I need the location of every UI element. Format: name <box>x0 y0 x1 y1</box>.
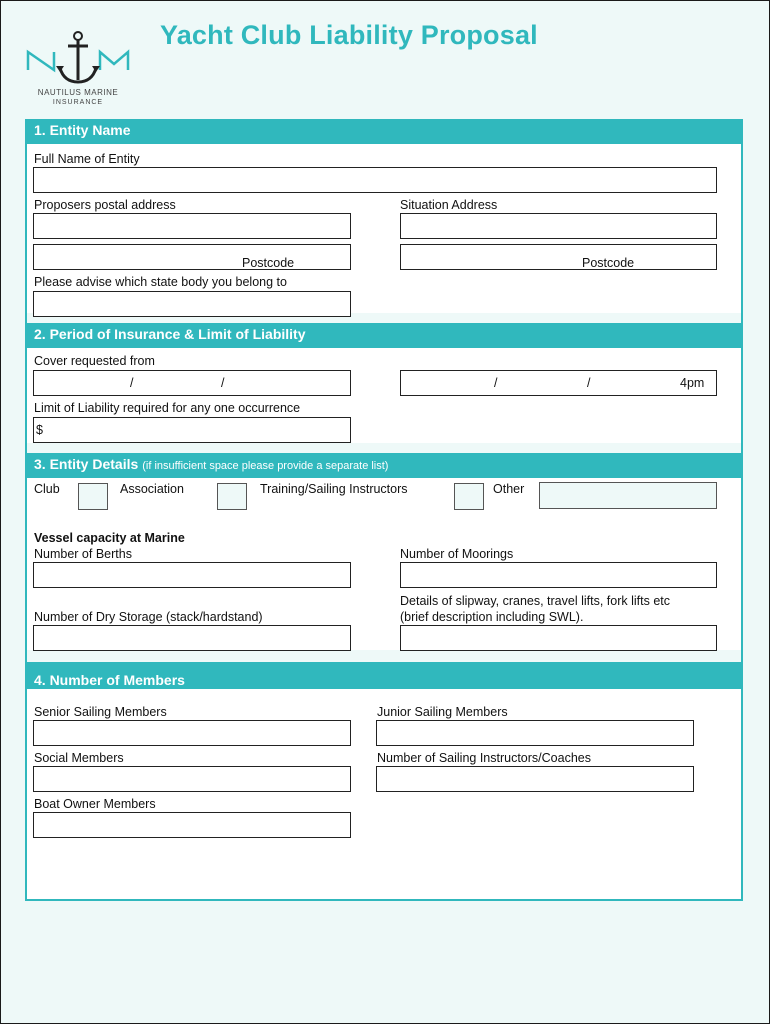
company-logo <box>24 30 132 108</box>
situation-address-label: Situation Address <box>400 198 498 212</box>
senior-members-field[interactable] <box>33 720 351 746</box>
cover-time-label: 4pm <box>680 376 705 390</box>
section-3-note: (if insufficient space please provide a separate list) <box>142 460 389 472</box>
junior-members-field[interactable] <box>376 720 694 746</box>
berths-label: Number of Berths <box>34 547 132 561</box>
full-name-field[interactable] <box>33 167 717 193</box>
cover-to-date-field[interactable] <box>400 370 717 396</box>
cover-from-date-field[interactable] <box>33 370 351 396</box>
section-3-title: 3. Entity Details <box>34 456 139 472</box>
section-2-heading <box>25 323 743 348</box>
option-association-label: Association <box>120 482 184 496</box>
section-3-heading <box>25 453 743 478</box>
social-members-field[interactable] <box>33 766 351 792</box>
cover-requested-label: Cover requested from <box>34 354 155 368</box>
senior-members-label: Senior Sailing Members <box>34 705 167 719</box>
option-other-label: Other <box>493 482 525 496</box>
association-checkbox[interactable] <box>217 483 247 510</box>
limit-of-liability-field[interactable] <box>33 417 351 443</box>
page-title: Yacht Club Liability Proposal <box>160 20 538 50</box>
date-separator: / <box>221 376 225 390</box>
section-4-heading <box>25 662 743 689</box>
berths-field[interactable] <box>33 562 351 588</box>
junior-members-label: Junior Sailing Members <box>377 705 508 719</box>
slipway-label-line1: Details of slipway, cranes, travel lifts, fork lifts etc <box>400 594 670 608</box>
other-specify-field[interactable] <box>539 482 717 509</box>
section-4-title: 4. Number of Members <box>34 672 185 688</box>
logo-text-line2: INSURANCE <box>52 99 104 106</box>
postcode-label: Postcode <box>582 256 635 270</box>
section-gap <box>27 650 741 662</box>
slipway-details-field[interactable] <box>400 625 717 651</box>
anchor-logo-icon <box>24 30 132 88</box>
date-separator: / <box>587 376 591 390</box>
date-separator: / <box>494 376 498 390</box>
state-body-label: Please advise which state body you belong to <box>34 275 287 289</box>
social-members-label: Social Members <box>34 751 124 765</box>
club-checkbox[interactable] <box>78 483 108 510</box>
limit-of-liability-label: Limit of Liability required for any one occurrence <box>34 401 301 415</box>
boat-owner-members-field[interactable] <box>33 812 351 838</box>
moorings-field[interactable] <box>400 562 717 588</box>
slipway-label-line2: (brief description including SWL). <box>400 610 584 624</box>
state-body-field[interactable] <box>33 291 351 317</box>
training-checkbox[interactable] <box>454 483 484 510</box>
date-separator: / <box>130 376 134 390</box>
postal-address-field-line2[interactable] <box>33 244 351 270</box>
situation-address-field-line2[interactable] <box>400 244 717 270</box>
instructors-field[interactable] <box>376 766 694 792</box>
section-1-title: 1. Entity Name <box>34 122 131 138</box>
postal-address-label: Proposers postal address <box>34 198 176 212</box>
section-1-heading <box>25 119 743 144</box>
boat-owner-members-label: Boat Owner Members <box>34 797 156 811</box>
option-training-label: Training/Sailing Instructors <box>260 482 408 496</box>
moorings-label: Number of Moorings <box>400 547 514 561</box>
currency-symbol: $ <box>36 423 43 437</box>
section-2-title: 2. Period of Insurance & Limit of Liability <box>34 326 306 342</box>
situation-address-field-line1[interactable] <box>400 213 717 239</box>
postcode-label: Postcode <box>242 256 295 270</box>
dry-storage-label: Number of Dry Storage (stack/hardstand) <box>34 610 263 624</box>
logo-text-line1: NAUTILUS MARINE <box>37 88 119 97</box>
dry-storage-field[interactable] <box>33 625 351 651</box>
full-name-label: Full Name of Entity <box>34 152 140 166</box>
instructors-label: Number of Sailing Instructors/Coaches <box>377 751 591 765</box>
postal-address-field-line1[interactable] <box>33 213 351 239</box>
vessel-capacity-heading: Vessel capacity at Marine <box>34 531 185 545</box>
option-club-label: Club <box>34 482 60 496</box>
